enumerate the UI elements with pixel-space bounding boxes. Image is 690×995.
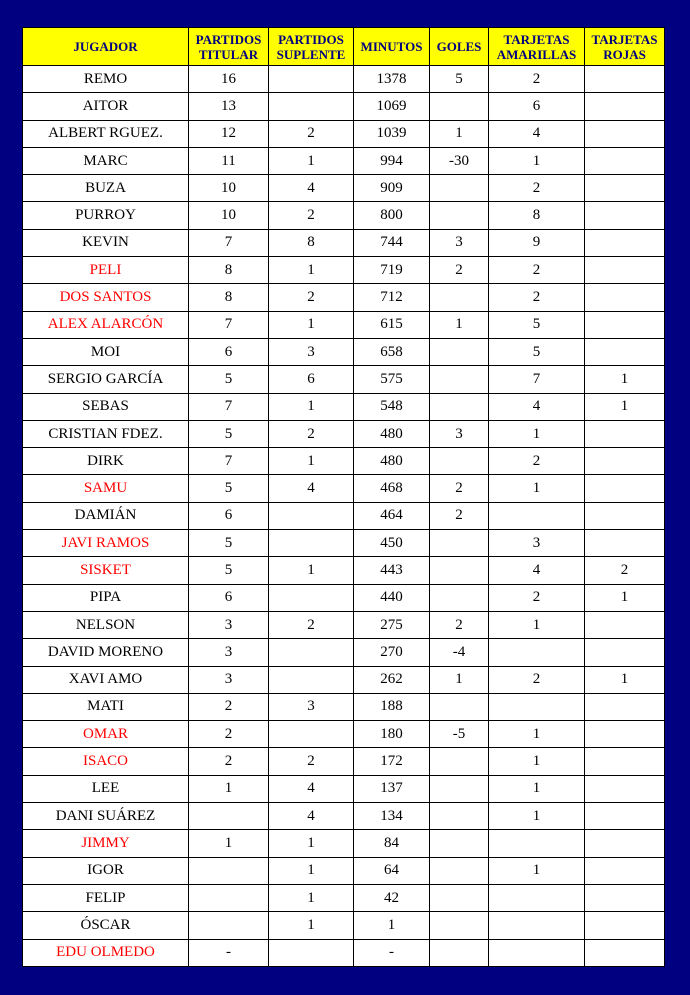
player-name-cell: FELIP [23, 884, 189, 911]
partidos-titular-cell: 5 [189, 420, 269, 447]
partidos-titular-cell: 5 [189, 557, 269, 584]
tarjetas-amarillas-cell: 5 [489, 311, 585, 338]
partidos-suplente-cell [269, 66, 354, 93]
minutos-cell: - [354, 939, 430, 966]
table-row [23, 338, 665, 365]
partidos-suplente-cell: 2 [269, 611, 354, 638]
player-name-cell: MOI [23, 338, 189, 365]
table-row [23, 257, 665, 284]
table-row [23, 912, 665, 939]
minutos-cell: 1 [354, 912, 430, 939]
goles-cell [430, 775, 489, 802]
minutos-cell: 744 [354, 229, 430, 256]
minutos-cell: 188 [354, 693, 430, 720]
partidos-suplente-cell: 4 [269, 475, 354, 502]
goles-cell [430, 366, 489, 393]
partidos-suplente-cell: 1 [269, 393, 354, 420]
player-name-cell: XAVI AMO [23, 666, 189, 693]
goles-cell [430, 584, 489, 611]
table-row [23, 611, 665, 638]
player-name-cell: DAVID MORENO [23, 639, 189, 666]
player-name-cell: LEE [23, 775, 189, 802]
partidos-suplente-cell: 8 [269, 229, 354, 256]
goles-cell: 3 [430, 229, 489, 256]
tarjetas-amarillas-cell [489, 884, 585, 911]
partidos-suplente-cell [269, 530, 354, 557]
goles-cell [430, 448, 489, 475]
goles-cell [430, 693, 489, 720]
partidos-titular-cell: 10 [189, 202, 269, 229]
tarjetas-rojas-cell [585, 502, 665, 529]
tarjetas-amarillas-cell: 2 [489, 584, 585, 611]
table-row [23, 939, 665, 966]
goles-cell [430, 93, 489, 120]
goles-cell: 2 [430, 257, 489, 284]
tarjetas-rojas-cell [585, 803, 665, 830]
tarjetas-rojas-cell [585, 229, 665, 256]
player-name-cell: SAMU [23, 475, 189, 502]
player-name-cell: OMAR [23, 721, 189, 748]
tarjetas-rojas-cell [585, 120, 665, 147]
tarjetas-amarillas-cell: 2 [489, 66, 585, 93]
tarjetas-rojas-cell [585, 420, 665, 447]
partidos-suplente-cell [269, 666, 354, 693]
table-row [23, 147, 665, 174]
partidos-suplente-cell: 3 [269, 693, 354, 720]
tarjetas-amarillas-cell: 9 [489, 229, 585, 256]
tarjetas-rojas-cell: 1 [585, 584, 665, 611]
partidos-titular-cell: 11 [189, 147, 269, 174]
partidos-titular-cell: - [189, 939, 269, 966]
minutos-cell: 719 [354, 257, 430, 284]
partidos-suplente-cell [269, 93, 354, 120]
goles-cell [430, 393, 489, 420]
tarjetas-rojas-cell [585, 284, 665, 311]
player-name-cell: JAVI RAMOS [23, 530, 189, 557]
goles-cell: 2 [430, 611, 489, 638]
partidos-suplente-cell [269, 502, 354, 529]
minutos-cell: 84 [354, 830, 430, 857]
partidos-suplente-cell: 1 [269, 311, 354, 338]
partidos-suplente-cell: 2 [269, 120, 354, 147]
minutos-cell: 134 [354, 803, 430, 830]
partidos-titular-cell: 16 [189, 66, 269, 93]
player-name-cell: ISACO [23, 748, 189, 775]
tarjetas-rojas-cell [585, 448, 665, 475]
header-minutos: MINUTOS [354, 28, 430, 66]
minutos-cell: 1378 [354, 66, 430, 93]
tarjetas-rojas-cell [585, 93, 665, 120]
tarjetas-amarillas-cell: 1 [489, 857, 585, 884]
tarjetas-rojas-cell [585, 202, 665, 229]
tarjetas-rojas-cell [585, 338, 665, 365]
partidos-titular-cell [189, 857, 269, 884]
tarjetas-rojas-cell [585, 693, 665, 720]
goles-cell [430, 338, 489, 365]
partidos-suplente-cell: 1 [269, 884, 354, 911]
goles-cell [430, 748, 489, 775]
tarjetas-amarillas-cell: 4 [489, 393, 585, 420]
player-name-cell: DAMIÁN [23, 502, 189, 529]
player-name-cell: PURROY [23, 202, 189, 229]
table-row [23, 530, 665, 557]
goles-cell [430, 884, 489, 911]
table-row [23, 175, 665, 202]
tarjetas-amarillas-cell [489, 939, 585, 966]
tarjetas-amarillas-cell: 5 [489, 338, 585, 365]
player-stats-table [22, 27, 665, 967]
header-partidos-titular: PARTIDOS TITULAR [189, 28, 269, 66]
goles-cell: 1 [430, 120, 489, 147]
table-row [23, 475, 665, 502]
tarjetas-rojas-cell [585, 66, 665, 93]
partidos-titular-cell: 5 [189, 475, 269, 502]
player-name-cell: PELI [23, 257, 189, 284]
tarjetas-amarillas-cell: 2 [489, 175, 585, 202]
tarjetas-amarillas-cell: 1 [489, 775, 585, 802]
partidos-suplente-cell: 2 [269, 284, 354, 311]
tarjetas-amarillas-cell: 3 [489, 530, 585, 557]
tarjetas-amarillas-cell [489, 639, 585, 666]
minutos-cell: 464 [354, 502, 430, 529]
header-jugador: JUGADOR [23, 28, 189, 66]
player-name-cell: DOS SANTOS [23, 284, 189, 311]
minutos-cell: 658 [354, 338, 430, 365]
tarjetas-rojas-cell: 1 [585, 666, 665, 693]
header-goles: GOLES [430, 28, 489, 66]
player-name-cell: BUZA [23, 175, 189, 202]
table-row [23, 93, 665, 120]
tarjetas-rojas-cell [585, 147, 665, 174]
partidos-titular-cell: 13 [189, 93, 269, 120]
header-tarjetas-rojas: TARJETAS ROJAS [585, 28, 665, 66]
partidos-suplente-cell [269, 639, 354, 666]
player-name-cell: IGOR [23, 857, 189, 884]
header-row [23, 28, 665, 66]
minutos-cell: 275 [354, 611, 430, 638]
table-row [23, 448, 665, 475]
partidos-titular-cell: 8 [189, 257, 269, 284]
goles-cell: 2 [430, 475, 489, 502]
partidos-suplente-cell: 1 [269, 557, 354, 584]
minutos-cell: 137 [354, 775, 430, 802]
partidos-titular-cell: 7 [189, 311, 269, 338]
partidos-suplente-cell: 1 [269, 448, 354, 475]
table-row [23, 775, 665, 802]
partidos-titular-cell: 3 [189, 611, 269, 638]
partidos-suplente-cell: 1 [269, 912, 354, 939]
minutos-cell: 994 [354, 147, 430, 174]
table-row [23, 666, 665, 693]
goles-cell: -4 [430, 639, 489, 666]
goles-cell: 3 [430, 420, 489, 447]
goles-cell: 1 [430, 311, 489, 338]
partidos-titular-cell [189, 884, 269, 911]
tarjetas-amarillas-cell [489, 502, 585, 529]
minutos-cell: 262 [354, 666, 430, 693]
goles-cell [430, 857, 489, 884]
partidos-titular-cell: 6 [189, 502, 269, 529]
tarjetas-rojas-cell [585, 912, 665, 939]
tarjetas-amarillas-cell: 8 [489, 202, 585, 229]
tarjetas-rojas-cell [585, 611, 665, 638]
minutos-cell: 548 [354, 393, 430, 420]
partidos-suplente-cell: 3 [269, 338, 354, 365]
tarjetas-amarillas-cell: 2 [489, 257, 585, 284]
partidos-titular-cell: 1 [189, 830, 269, 857]
minutos-cell: 172 [354, 748, 430, 775]
tarjetas-rojas-cell [585, 775, 665, 802]
tarjetas-amarillas-cell: 2 [489, 666, 585, 693]
tarjetas-rojas-cell [585, 748, 665, 775]
partidos-titular-cell: 5 [189, 530, 269, 557]
minutos-cell: 480 [354, 448, 430, 475]
partidos-suplente-cell [269, 584, 354, 611]
minutos-cell: 270 [354, 639, 430, 666]
header-partidos-suplente: PARTIDOS SUPLENTE [269, 28, 354, 66]
tarjetas-amarillas-cell: 1 [489, 721, 585, 748]
partidos-titular-cell: 7 [189, 229, 269, 256]
tarjetas-amarillas-cell: 1 [489, 147, 585, 174]
tarjetas-rojas-cell [585, 530, 665, 557]
goles-cell [430, 202, 489, 229]
partidos-suplente-cell: 2 [269, 420, 354, 447]
table-row [23, 803, 665, 830]
partidos-suplente-cell: 1 [269, 257, 354, 284]
tarjetas-amarillas-cell [489, 912, 585, 939]
table-row [23, 721, 665, 748]
partidos-titular-cell [189, 803, 269, 830]
partidos-suplente-cell: 4 [269, 803, 354, 830]
player-name-cell: SERGIO GARCÍA [23, 366, 189, 393]
partidos-titular-cell: 5 [189, 366, 269, 393]
partidos-suplente-cell [269, 721, 354, 748]
player-name-cell: EDU OLMEDO [23, 939, 189, 966]
partidos-suplente-cell: 1 [269, 857, 354, 884]
partidos-suplente-cell: 4 [269, 175, 354, 202]
table-row [23, 66, 665, 93]
tarjetas-rojas-cell [585, 884, 665, 911]
tarjetas-amarillas-cell: 2 [489, 284, 585, 311]
partidos-titular-cell: 1 [189, 775, 269, 802]
tarjetas-rojas-cell [585, 939, 665, 966]
header-tarjetas-amarillas: TARJETAS AMARILLAS [489, 28, 585, 66]
table-row [23, 830, 665, 857]
player-name-cell: SISKET [23, 557, 189, 584]
player-name-cell: ALEX ALARCÓN [23, 311, 189, 338]
tarjetas-rojas-cell [585, 857, 665, 884]
minutos-cell: 575 [354, 366, 430, 393]
player-name-cell: KEVIN [23, 229, 189, 256]
minutos-cell: 712 [354, 284, 430, 311]
minutos-cell: 64 [354, 857, 430, 884]
goles-cell: -30 [430, 147, 489, 174]
table-row [23, 693, 665, 720]
tarjetas-rojas-cell [585, 721, 665, 748]
table-row [23, 229, 665, 256]
player-name-cell: DANI SUÁREZ [23, 803, 189, 830]
player-name-cell: ÓSCAR [23, 912, 189, 939]
partidos-titular-cell [189, 912, 269, 939]
partidos-titular-cell: 6 [189, 584, 269, 611]
tarjetas-amarillas-cell: 2 [489, 448, 585, 475]
player-name-cell: REMO [23, 66, 189, 93]
partidos-titular-cell: 2 [189, 693, 269, 720]
player-name-cell: JIMMY [23, 830, 189, 857]
tarjetas-amarillas-cell: 1 [489, 475, 585, 502]
table-row [23, 857, 665, 884]
table-row [23, 420, 665, 447]
table-row [23, 120, 665, 147]
minutos-cell: 440 [354, 584, 430, 611]
goles-cell: -5 [430, 721, 489, 748]
partidos-titular-cell: 3 [189, 666, 269, 693]
tarjetas-rojas-cell [585, 257, 665, 284]
partidos-titular-cell: 10 [189, 175, 269, 202]
goles-cell [430, 175, 489, 202]
player-name-cell: MATI [23, 693, 189, 720]
stats-table-frame [22, 27, 664, 967]
tarjetas-rojas-cell [585, 639, 665, 666]
minutos-cell: 42 [354, 884, 430, 911]
minutos-cell: 480 [354, 420, 430, 447]
minutos-cell: 615 [354, 311, 430, 338]
partidos-suplente-cell: 2 [269, 202, 354, 229]
table-row [23, 502, 665, 529]
minutos-cell: 800 [354, 202, 430, 229]
goles-cell [430, 557, 489, 584]
goles-cell [430, 830, 489, 857]
tarjetas-amarillas-cell: 4 [489, 120, 585, 147]
table-row [23, 366, 665, 393]
minutos-cell: 468 [354, 475, 430, 502]
tarjetas-amarillas-cell [489, 693, 585, 720]
tarjetas-rojas-cell: 1 [585, 366, 665, 393]
table-row [23, 584, 665, 611]
goles-cell [430, 284, 489, 311]
table-row [23, 311, 665, 338]
table-row [23, 202, 665, 229]
player-name-cell: AITOR [23, 93, 189, 120]
tarjetas-rojas-cell: 2 [585, 557, 665, 584]
tarjetas-rojas-cell [585, 830, 665, 857]
partidos-titular-cell: 8 [189, 284, 269, 311]
tarjetas-rojas-cell [585, 175, 665, 202]
tarjetas-amarillas-cell: 6 [489, 93, 585, 120]
tarjetas-amarillas-cell: 1 [489, 420, 585, 447]
partidos-titular-cell: 3 [189, 639, 269, 666]
partidos-suplente-cell: 4 [269, 775, 354, 802]
tarjetas-amarillas-cell [489, 830, 585, 857]
tarjetas-amarillas-cell: 4 [489, 557, 585, 584]
partidos-suplente-cell: 2 [269, 748, 354, 775]
player-name-cell: NELSON [23, 611, 189, 638]
tarjetas-amarillas-cell: 7 [489, 366, 585, 393]
partidos-titular-cell: 6 [189, 338, 269, 365]
tarjetas-amarillas-cell: 1 [489, 611, 585, 638]
partidos-titular-cell: 12 [189, 120, 269, 147]
partidos-titular-cell: 7 [189, 393, 269, 420]
tarjetas-rojas-cell [585, 475, 665, 502]
minutos-cell: 180 [354, 721, 430, 748]
table-row [23, 748, 665, 775]
partidos-suplente-cell: 1 [269, 147, 354, 174]
goles-cell [430, 803, 489, 830]
player-name-cell: CRISTIAN FDEZ. [23, 420, 189, 447]
player-name-cell: DIRK [23, 448, 189, 475]
player-name-cell: PIPA [23, 584, 189, 611]
tarjetas-rojas-cell: 1 [585, 393, 665, 420]
minutos-cell: 1039 [354, 120, 430, 147]
table-row [23, 284, 665, 311]
goles-cell: 2 [430, 502, 489, 529]
partidos-suplente-cell: 1 [269, 830, 354, 857]
minutos-cell: 909 [354, 175, 430, 202]
partidos-titular-cell: 2 [189, 748, 269, 775]
minutos-cell: 1069 [354, 93, 430, 120]
player-name-cell: ALBERT RGUEZ. [23, 120, 189, 147]
partidos-titular-cell: 2 [189, 721, 269, 748]
goles-cell [430, 912, 489, 939]
table-row [23, 557, 665, 584]
player-name-cell: MARC [23, 147, 189, 174]
partidos-suplente-cell: 6 [269, 366, 354, 393]
tarjetas-amarillas-cell: 1 [489, 803, 585, 830]
table-body [23, 66, 665, 967]
tarjetas-amarillas-cell: 1 [489, 748, 585, 775]
goles-cell: 1 [430, 666, 489, 693]
minutos-cell: 450 [354, 530, 430, 557]
goles-cell [430, 530, 489, 557]
goles-cell [430, 939, 489, 966]
partidos-suplente-cell [269, 939, 354, 966]
player-name-cell: SEBAS [23, 393, 189, 420]
goles-cell: 5 [430, 66, 489, 93]
table-row [23, 393, 665, 420]
tarjetas-rojas-cell [585, 311, 665, 338]
table-row [23, 884, 665, 911]
table-row [23, 639, 665, 666]
partidos-titular-cell: 7 [189, 448, 269, 475]
minutos-cell: 443 [354, 557, 430, 584]
